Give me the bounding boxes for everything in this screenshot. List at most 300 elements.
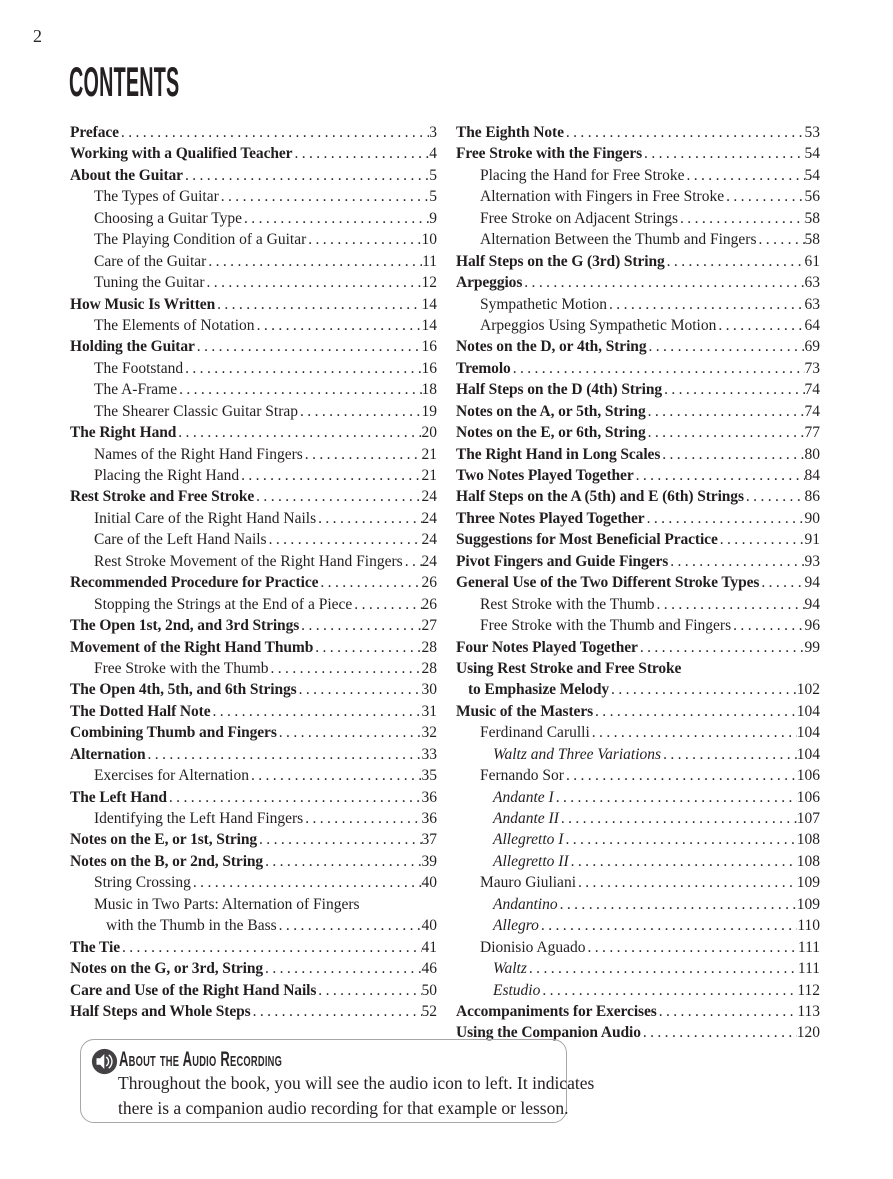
- dot-leader: [560, 894, 797, 915]
- toc-entry: [70, 379, 437, 400]
- toc-entry-page: 77: [804, 424, 820, 442]
- toc-entry: [456, 937, 820, 958]
- dot-leader: [256, 486, 421, 507]
- toc-entry: [70, 251, 437, 272]
- toc-entry: [456, 229, 820, 250]
- toc-entry-page: 31: [421, 702, 437, 720]
- dot-leader: [566, 765, 797, 786]
- toc-entry-page: 112: [797, 981, 820, 999]
- toc-entry-label: Allegro: [493, 917, 539, 935]
- toc-entry: [70, 894, 437, 915]
- toc-entry-page: 99: [804, 638, 820, 656]
- toc-entry-page: 108: [796, 831, 820, 849]
- toc-entry-label: Identifying the Left Hand Fingers: [94, 810, 304, 827]
- toc-entry-label: Andante I: [493, 788, 554, 806]
- toc-entry-page: 5: [429, 188, 437, 206]
- toc-entry-page: 28: [421, 638, 437, 656]
- toc-entry-page: 52: [421, 1002, 437, 1020]
- toc-entry: [456, 122, 820, 143]
- toc-entry: [456, 851, 820, 872]
- toc-entry-page: 3: [429, 124, 437, 141]
- toc-entry: [456, 787, 820, 808]
- toc-entry-page: 9: [429, 209, 437, 227]
- toc-entry-page: 46: [421, 960, 437, 978]
- dot-leader: [513, 358, 805, 379]
- toc-entry: [456, 808, 820, 829]
- toc-entry-page: 74: [804, 381, 820, 399]
- toc-entry: [70, 808, 437, 829]
- audio-speaker-icon: [91, 1048, 118, 1075]
- toc-entry: [70, 915, 437, 936]
- toc-entry-page: 96: [804, 617, 820, 635]
- toc-entry: [70, 529, 437, 550]
- toc-entry-label: Choosing a Guitar Type: [94, 209, 243, 227]
- toc-entry-label: Music in Two Parts: Alternation of Fingers: [94, 895, 360, 913]
- toc-entry-label: Notes on the B, or 2nd, String: [70, 852, 264, 870]
- dot-leader: [294, 143, 429, 164]
- toc-entry: [70, 744, 437, 765]
- dot-leader: [301, 615, 421, 636]
- toc-entry-page: 24: [421, 509, 437, 527]
- toc-entry-page: 40: [421, 874, 437, 892]
- toc-entry-label: Alternation with Fingers in Free Stroke: [480, 188, 725, 206]
- toc-entry-label: Tremolo: [456, 359, 511, 377]
- dot-leader: [221, 186, 430, 207]
- toc-entry: [70, 229, 437, 250]
- toc-entry: [70, 465, 437, 486]
- toc-entry-label: Notes on the G, or 3rd, String: [70, 960, 264, 978]
- toc-entry-label: Two Notes Played Together: [456, 467, 634, 484]
- toc-entry-label: Notes on the E, or 1st, String: [70, 831, 258, 849]
- toc-entry: [70, 294, 437, 315]
- toc-entry: [456, 465, 820, 486]
- toc-entry-label: The Open 1st, 2nd, and 3rd Strings: [70, 617, 300, 635]
- toc-entry: [456, 336, 820, 357]
- toc-entry: [456, 251, 820, 272]
- toc-entry-label: The Right Hand: [70, 424, 177, 442]
- toc-entry-label: String Crossing: [94, 874, 191, 892]
- toc-entry-label: Free Stroke with the Thumb and Fingers: [480, 617, 732, 635]
- toc-entry-page: 104: [796, 724, 820, 742]
- dot-leader: [657, 594, 805, 615]
- dot-leader: [648, 401, 805, 422]
- toc-entry-label: Sympathetic Motion: [480, 295, 608, 313]
- toc-entry: [456, 572, 820, 593]
- toc-entry-label: Movement of the Right Hand Thumb: [70, 638, 314, 656]
- toc-entry-page: 111: [797, 960, 820, 978]
- dot-leader: [193, 872, 422, 893]
- toc-entry-page: 24: [421, 552, 437, 570]
- toc-entry-page: 30: [421, 681, 437, 699]
- toc-entry: [456, 165, 820, 186]
- toc-entry-label: The Elements of Notation: [94, 316, 255, 334]
- toc-entry: [70, 401, 437, 422]
- dot-leader: [720, 529, 805, 550]
- toc-entry-label: Rest Stroke Movement of the Right Hand Fingers: [94, 552, 403, 570]
- dot-leader: [121, 122, 429, 143]
- toc-entry-label: Allegretto I: [493, 831, 564, 849]
- toc-entry-page: 111: [797, 938, 820, 956]
- toc-entry: [456, 679, 820, 700]
- dot-leader: [318, 980, 421, 1001]
- toc-entry: [70, 208, 437, 229]
- toc-entry-label: Allegretto II: [493, 852, 569, 870]
- dot-leader: [529, 958, 798, 979]
- toc-entry: [70, 829, 437, 850]
- toc-entry-label: Preface: [70, 124, 119, 141]
- toc-entry: [70, 980, 437, 1001]
- toc-entry-label: Names of the Right Hand Fingers: [94, 445, 303, 463]
- toc-entry-label: The Open 4th, 5th, and 6th Strings: [70, 681, 297, 699]
- toc-entry-label: Accompaniments for Exercises: [456, 1002, 657, 1020]
- dot-leader: [588, 937, 798, 958]
- toc-entry: [456, 615, 820, 636]
- toc-entry-page: 54: [804, 145, 820, 163]
- toc-entry: [456, 444, 820, 465]
- toc-entry: [70, 594, 437, 615]
- dot-leader: [257, 315, 422, 336]
- dot-leader: [733, 615, 804, 636]
- toc-entry-label: Initial Care of the Right Hand Nails: [94, 509, 317, 527]
- audio-note-box: [80, 1039, 595, 1123]
- toc-entry-label: Half Steps on the G (3rd) String: [456, 252, 665, 270]
- dot-leader: [185, 358, 421, 379]
- dot-leader: [179, 379, 421, 400]
- toc-entry-page: 24: [421, 488, 437, 506]
- toc-entry-page: 84: [804, 467, 820, 484]
- audio-note-body: [118, 1071, 594, 1121]
- dot-leader: [269, 529, 422, 550]
- toc-entry-page: 10: [421, 231, 437, 249]
- toc-entry-label: The Footstand: [94, 359, 184, 377]
- toc-entry-page: 58: [804, 209, 820, 227]
- toc-entry-label: Placing the Right Hand: [94, 467, 240, 484]
- toc-entry-page: 94: [804, 574, 820, 592]
- toc-entry: [70, 486, 437, 507]
- toc-entry-page: 61: [804, 252, 820, 270]
- toc-entry-page: 27: [421, 617, 437, 635]
- toc-entry-page: 11: [422, 252, 437, 270]
- audio-note-heading: About the Audio Recording: [119, 1048, 283, 1071]
- toc-entry-label: Care of the Left Hand Nails: [94, 531, 267, 549]
- toc-entry: [70, 615, 437, 636]
- toc-entry-label: to Emphasize Melody: [468, 681, 610, 699]
- toc-entry-page: 63: [804, 295, 820, 313]
- toc-entry-label: Three Notes Played Together: [456, 509, 645, 527]
- toc-entry-page: 36: [421, 810, 437, 827]
- toc-entry: [70, 358, 437, 379]
- toc-entry-label: General Use of the Two Different Stroke Types: [456, 574, 760, 592]
- toc-entry-page: 109: [796, 895, 820, 913]
- toc-entry: [70, 422, 437, 443]
- dot-leader: [643, 1022, 797, 1043]
- toc-entry-label: Ferdinand Carulli: [480, 724, 590, 742]
- dot-leader: [251, 765, 422, 786]
- toc-entry: [456, 958, 820, 979]
- dot-leader: [524, 272, 804, 293]
- toc-entry-page: 37: [421, 831, 437, 849]
- dot-leader: [648, 336, 804, 357]
- toc-entry-page: 94: [804, 595, 820, 613]
- dot-leader: [300, 401, 421, 422]
- toc-entry: [456, 637, 820, 658]
- dot-leader: [561, 808, 797, 829]
- dot-leader: [178, 422, 421, 443]
- toc-entry: [70, 787, 437, 808]
- dot-leader: [578, 872, 797, 893]
- dot-leader: [566, 122, 805, 143]
- dot-leader: [305, 444, 422, 465]
- toc-entry-page: 36: [421, 788, 437, 806]
- toc-entry-label: Rest Stroke with the Thumb: [480, 595, 655, 613]
- toc-entry-page: 18: [421, 381, 437, 399]
- toc-entry-page: 104: [796, 745, 820, 763]
- toc-entry: [456, 701, 820, 722]
- toc-entry: [70, 272, 437, 293]
- toc-entry-page: 107: [796, 810, 820, 827]
- toc-entry-label: About the Guitar: [70, 166, 183, 184]
- toc-entry-page: 16: [421, 359, 437, 377]
- dot-leader: [122, 937, 422, 958]
- toc-entry-label: Care and Use of the Right Hand Nails: [70, 981, 317, 999]
- dot-leader: [241, 465, 421, 486]
- toc-entry-label: Dionisio Aguado: [480, 938, 586, 956]
- page-number: 2: [33, 26, 42, 46]
- toc-entry: [70, 679, 437, 700]
- toc-entry-label: Combining Thumb and Fingers: [70, 724, 277, 742]
- dot-leader: [640, 637, 805, 658]
- toc-entry-page: 53: [804, 124, 820, 141]
- toc-entry-label: Free Stroke with the Fingers: [456, 145, 643, 163]
- dot-leader: [541, 915, 797, 936]
- toc-entry-label: Andantino: [493, 895, 558, 913]
- dot-leader: [279, 722, 422, 743]
- toc-entry-label: Placing the Hand for Free Stroke: [480, 166, 685, 184]
- toc-entry-page: 109: [796, 874, 820, 892]
- toc-entry: [456, 829, 820, 850]
- toc-entry-page: 104: [796, 702, 820, 720]
- dot-leader: [746, 486, 805, 507]
- toc-entry-page: 91: [804, 531, 820, 549]
- toc-entry: [70, 637, 437, 658]
- dot-leader: [648, 422, 805, 443]
- dot-leader: [565, 829, 796, 850]
- toc-entry-page: 106: [796, 788, 820, 806]
- dot-leader: [636, 465, 805, 486]
- toc-entry: [456, 765, 820, 786]
- toc-entry: [70, 851, 437, 872]
- toc-entry: [456, 1001, 820, 1022]
- dot-leader: [315, 637, 421, 658]
- toc-entry-label: Notes on the E, or 6th, String: [456, 424, 646, 442]
- toc-entry: [70, 165, 437, 186]
- toc-entry-page: 69: [804, 338, 820, 356]
- toc-entry: [70, 722, 437, 743]
- toc-entry-label: The Tie: [70, 938, 120, 956]
- toc-column-right: [456, 122, 820, 1044]
- toc-entry-page: 35: [421, 767, 437, 785]
- toc-entry: [70, 186, 437, 207]
- dot-leader: [207, 272, 422, 293]
- toc-entry-label: with the Thumb in the Bass: [106, 917, 277, 935]
- dot-leader: [265, 958, 421, 979]
- toc-entry: [70, 1001, 437, 1022]
- toc-entry-page: 16: [421, 338, 437, 356]
- toc-entry: [456, 272, 820, 293]
- toc-entry-label: Waltz: [493, 960, 527, 978]
- toc-entry-label: Using the Companion Audio: [456, 1024, 641, 1042]
- toc-entry-label: The A-Frame: [94, 381, 178, 399]
- dot-leader: [354, 594, 421, 615]
- toc-entry-label: How Music Is Written: [70, 295, 216, 313]
- toc-entry: [456, 744, 820, 765]
- toc-entry: [70, 122, 437, 143]
- toc-entry: [70, 958, 437, 979]
- toc-entry-label: Mauro Giuliani: [480, 874, 576, 892]
- toc-entry-label: Free Stroke with the Thumb: [94, 659, 269, 677]
- toc-entry: [70, 551, 437, 572]
- toc-entry-label: Alternation: [70, 745, 146, 763]
- dot-leader: [213, 701, 422, 722]
- toc-entry-label: The Eighth Note: [456, 124, 564, 141]
- dot-leader: [759, 229, 805, 250]
- dot-leader: [259, 829, 421, 850]
- dot-leader: [609, 294, 804, 315]
- toc-entry-label: Music of the Masters: [456, 702, 594, 720]
- toc-entry: [456, 529, 820, 550]
- toc-entry-label: Recommended Procedure for Practice: [70, 574, 319, 592]
- page-title: CONTENTS: [69, 58, 180, 105]
- toc-entry-page: 24: [421, 531, 437, 549]
- toc-entry: [456, 379, 820, 400]
- dot-leader: [670, 551, 804, 572]
- toc-entry: [70, 658, 437, 679]
- toc-entry: [456, 401, 820, 422]
- toc-entry: [456, 143, 820, 164]
- dot-leader: [148, 744, 422, 765]
- toc-entry: [70, 937, 437, 958]
- toc-entry-page: 102: [796, 681, 820, 699]
- toc-entry-page: 63: [804, 274, 820, 292]
- toc-entry-label: The Right Hand in Long Scales: [456, 445, 661, 463]
- toc-entry-label: The Playing Condition of a Guitar: [94, 231, 307, 249]
- toc-entry-page: 5: [429, 166, 437, 184]
- toc-entry-label: Care of the Guitar: [94, 252, 207, 270]
- toc-entry-label: Notes on the D, or 4th, String: [456, 338, 647, 356]
- toc-entry: [456, 422, 820, 443]
- toc-entry-page: 39: [421, 852, 437, 870]
- dot-leader: [279, 915, 422, 936]
- toc-entry-page: 40: [421, 917, 437, 935]
- toc-entry: [456, 594, 820, 615]
- toc-entry-label: Working with a Qualified Teacher: [70, 145, 293, 163]
- toc-entry: [70, 872, 437, 893]
- dot-leader: [185, 165, 429, 186]
- toc-entry-page: 14: [421, 316, 437, 334]
- toc-entry: [70, 701, 437, 722]
- toc-entry: [70, 444, 437, 465]
- toc-entry-label: Tuning the Guitar: [94, 274, 205, 292]
- toc-entry: [456, 315, 820, 336]
- toc-entry-page: 50: [421, 981, 437, 999]
- toc-entry-label: Holding the Guitar: [70, 338, 195, 356]
- dot-leader: [718, 315, 804, 336]
- dot-leader: [595, 701, 797, 722]
- toc-entry-label: Alternation Between the Thumb and Fingers: [480, 231, 757, 249]
- dot-leader: [405, 551, 422, 572]
- dot-leader: [197, 336, 422, 357]
- toc-entry: [456, 551, 820, 572]
- toc-column-left: [70, 122, 437, 1022]
- toc-entry-page: 106: [796, 767, 820, 785]
- toc-entry: [456, 508, 820, 529]
- toc-entry-label: Fernando Sor: [480, 767, 564, 785]
- dot-leader: [662, 444, 804, 465]
- toc-entry: [456, 894, 820, 915]
- dot-leader: [217, 294, 421, 315]
- toc-entry-page: 26: [421, 595, 437, 613]
- toc-entry: [456, 186, 820, 207]
- toc-entry-page: 74: [804, 402, 820, 420]
- toc-entry-label: Stopping the Strings at the End of a Piece: [94, 595, 353, 613]
- toc-entry-page: 26: [421, 574, 437, 592]
- toc-entry-page: 21: [421, 445, 437, 463]
- toc-entry: [456, 208, 820, 229]
- toc-entry-page: 33: [421, 745, 437, 763]
- toc-entry: [456, 872, 820, 893]
- dot-leader: [169, 787, 422, 808]
- dot-leader: [556, 787, 797, 808]
- toc-entry-label: The Types of Guitar: [94, 188, 219, 206]
- toc-entry-page: 54: [804, 166, 820, 184]
- toc-entry-page: 58: [804, 231, 820, 249]
- toc-entry-label: Arpeggios Using Sympathetic Motion: [480, 316, 717, 334]
- dot-leader: [208, 251, 422, 272]
- dot-leader: [686, 165, 804, 186]
- toc-entry: [70, 336, 437, 357]
- audio-note-line-1: Throughout the book, you will see the audio icon to left. It indicates: [118, 1073, 595, 1093]
- dot-leader: [726, 186, 804, 207]
- dot-leader: [663, 744, 797, 765]
- dot-leader: [571, 851, 797, 872]
- toc-entry-page: 80: [804, 445, 820, 463]
- toc-entry-page: 4: [429, 145, 437, 163]
- toc-entry-label: Suggestions for Most Beneficial Practice: [456, 531, 718, 549]
- toc-entry-page: 14: [421, 295, 437, 313]
- toc-entry-label: Pivot Fingers and Guide Fingers: [456, 552, 669, 570]
- toc-entry-page: 73: [804, 359, 820, 377]
- toc-entry: [456, 358, 820, 379]
- toc-entry-page: 41: [421, 938, 437, 956]
- dot-leader: [644, 143, 804, 164]
- toc-entry-label: Exercises for Alternation: [94, 767, 249, 785]
- toc-entry-label: The Dotted Half Note: [70, 702, 211, 720]
- toc-entry-label: Notes on the A, or 5th, String: [456, 402, 646, 420]
- toc-entry-label: Arpeggios: [456, 274, 523, 292]
- dot-leader: [305, 808, 421, 829]
- toc-entry-label: Free Stroke on Adjacent Strings: [480, 209, 679, 227]
- toc-entry-page: 108: [796, 852, 820, 870]
- toc-entry: [70, 572, 437, 593]
- dot-leader: [253, 1001, 422, 1022]
- toc-entry: [70, 143, 437, 164]
- toc-entry: [456, 294, 820, 315]
- dot-leader: [611, 679, 797, 700]
- dot-leader: [664, 379, 804, 400]
- toc-entry-label: Estudio: [493, 981, 541, 999]
- toc-entry-page: 12: [421, 274, 437, 292]
- toc-entry-page: 56: [804, 188, 820, 206]
